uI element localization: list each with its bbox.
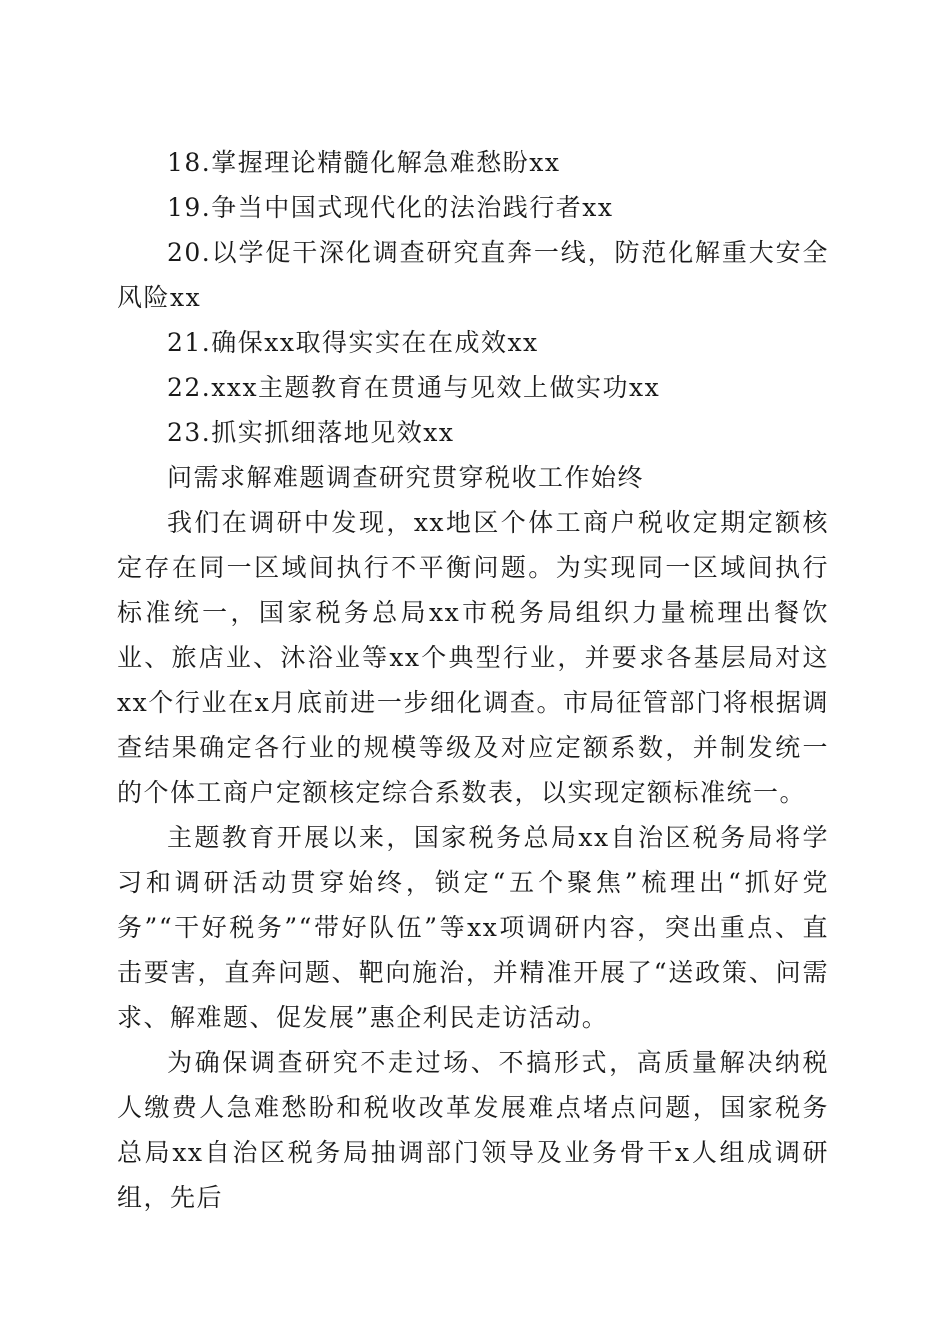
list-item-23: 23.抓实抓细落地见效xx: [167, 418, 455, 447]
list-item-18: 18.掌握理论精髓化解急难愁盼xx: [167, 148, 561, 177]
body-paragraph-3: 为确保调查研究不走过场、不搞形式，高质量解决纳税人缴费人急难愁盼和税收改革发展难点堵点问题，国家税务总局xx自治区税务局抽调部门领导及业务骨干x人组成调研组，先后: [117, 1048, 829, 1212]
list-item-22: 22.xxx主题教育在贯通与见效上做实功xx: [167, 373, 661, 402]
body-paragraph-2: 主题教育开展以来，国家税务总局xx自治区税务局将学习和调研活动贯穿始终，锁定“五个聚焦”梳理出“抓好党务”“干好税务”“带好队伍”等xx项调研内容，突出重点、直击要害，直奔问题、靶向施治，并精准开展了“送政策、问需求、解难题、促发展”惠企利民走访活动。: [117, 823, 829, 1032]
body-paragraph-1: 我们在调研中发现，xx地区个体工商户税收定期定额核定存在同一区域间执行不平衡问题。为实现同一区域间执行标准统一，国家税务总局xx市税务局组织力量梳理出餐饮业、旅店业、沐浴业等xx个典型行业，并要求各基层局对这xx个行业在x月底前进一步细化调查。市局征管部门将根据调查结果确定各行业的规模等级及对应定额系数，并制发统一的个体工商户定额核定综合系数表，以实现定额标准统一。: [117, 508, 829, 807]
list-item-20: 20.以学促干深化调查研究直奔一线，防范化解重大安全风险xx: [117, 238, 829, 312]
document-body: [117, 140, 829, 1220]
list-item-21: 21.确保xx取得实实在在成效xx: [167, 328, 539, 357]
section-heading: 问需求解难题调查研究贯穿税收工作始终: [167, 463, 645, 492]
list-item-19: 19.争当中国式现代化的法治践行者xx: [167, 193, 614, 222]
